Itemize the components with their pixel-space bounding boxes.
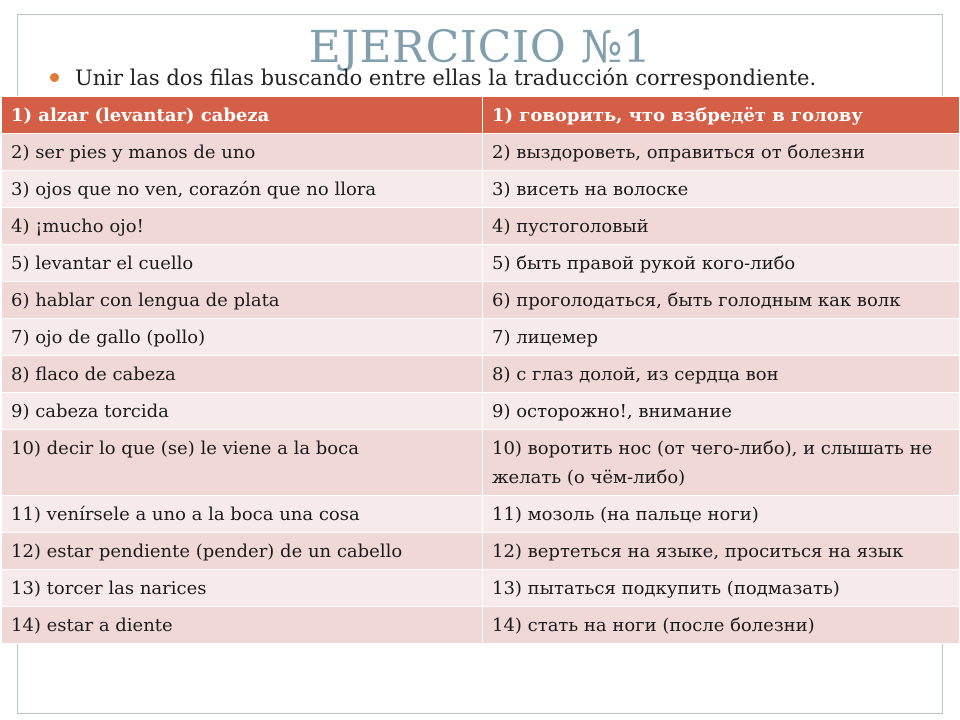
cell-spanish: 9) cabeza torcida: [2, 393, 483, 430]
cell-russian: 13) пытаться подкупить (подмазать): [483, 570, 960, 607]
table-row: [2, 208, 960, 245]
table-row: [2, 319, 960, 356]
header-cell-russian: 1) говорить, что взбредёт в голову: [483, 97, 960, 134]
cell-spanish: 10) decir lo que (se) le viene a la boca: [2, 430, 483, 496]
table-row: [2, 245, 960, 282]
cell-spanish: 2) ser pies y manos de uno: [2, 134, 483, 171]
cell-spanish: 4) ¡mucho ojo!: [2, 208, 483, 245]
table-row: [2, 570, 960, 607]
cell-spanish: 13) torcer las narices: [2, 570, 483, 607]
cell-russian: 9) осторожно!, внимание: [483, 393, 960, 430]
exercise-table: [1, 96, 960, 644]
table-row: [2, 393, 960, 430]
table-row: [2, 496, 960, 533]
table-row: [2, 282, 960, 319]
instruction-bullet: [50, 65, 950, 91]
cell-russian: 14) стать на ноги (после болезни): [483, 607, 960, 644]
header-cell-spanish: 1) alzar (levantar) cabeza: [2, 97, 483, 134]
table-row: [2, 171, 960, 208]
table-row: [2, 533, 960, 570]
cell-spanish: 8) flaco de cabeza: [2, 356, 483, 393]
cell-russian: 5) быть правой рукой кого-либо: [483, 245, 960, 282]
cell-spanish: 11) venírsele a uno a la boca una cosa: [2, 496, 483, 533]
instruction-text: Unir las dos filas buscando entre ellas la traducción correspondiente.: [75, 66, 817, 90]
table-row: [2, 134, 960, 171]
bullet-dot-icon: [50, 73, 59, 82]
cell-spanish: 3) ojos que no ven, corazón que no llora: [2, 171, 483, 208]
cell-russian: 10) воротить нос (от чего-либо), и слышать не желать (о чём-либо): [483, 430, 960, 496]
cell-russian: 3) висеть на волоске: [483, 171, 960, 208]
cell-russian: 11) мозоль (на пальце ноги): [483, 496, 960, 533]
slide-title: EJERCICIO №1: [308, 22, 652, 73]
cell-russian: 7) лицемер: [483, 319, 960, 356]
cell-russian: 2) выздороветь, оправиться от болезни: [483, 134, 960, 171]
cell-russian: 12) вертеться на языке, проситься на язык: [483, 533, 960, 570]
cell-russian: 6) проголодаться, быть голодным как волк: [483, 282, 960, 319]
cell-russian: 8) с глаз долой, из сердца вон: [483, 356, 960, 393]
cell-spanish: 14) estar a diente: [2, 607, 483, 644]
table-row: [2, 356, 960, 393]
cell-russian: 4) пустоголовый: [483, 208, 960, 245]
table-row: [2, 607, 960, 644]
cell-spanish: 6) hablar con lengua de plata: [2, 282, 483, 319]
table-row: [2, 430, 960, 496]
cell-spanish: 12) estar pendiente (pender) de un cabello: [2, 533, 483, 570]
cell-spanish: 7) ojo de gallo (pollo): [2, 319, 483, 356]
cell-spanish: 5) levantar el cuello: [2, 245, 483, 282]
table-header-row: [2, 97, 960, 134]
